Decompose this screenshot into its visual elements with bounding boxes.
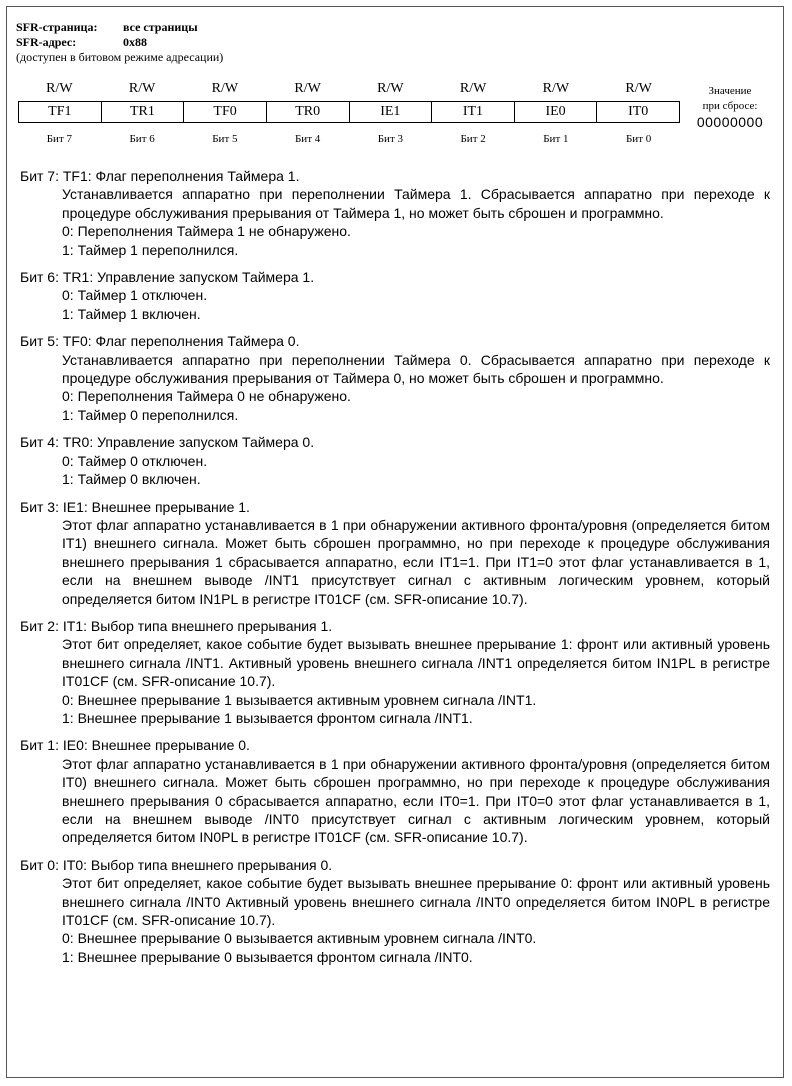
bit-2-section — [20, 617, 770, 727]
bit-title: Бит 1: IE0: Внешнее прерывание 0. — [20, 737, 250, 754]
bit-number-label: Бит 2 — [460, 133, 486, 145]
register-bit-name: TF1 — [19, 102, 102, 123]
reset-value: 00000000 — [696, 114, 764, 130]
sfr-addr-line — [16, 35, 147, 49]
bit-option: 0: Переполнения Таймера 1 не обнаружено. — [62, 223, 351, 240]
bit-description: Устанавливается аппаратно при переполнении Таймера 1. Сбрасывается аппаратно при переходе к процедуре обслуживания прерывания от Таймера 1, но может быть сброшен и программно. — [62, 186, 770, 221]
sfr-page-label: SFR-страница: — [16, 20, 98, 34]
bit-description: Этот бит определяет, какое событие будет вызывать внешнее прерывание 0: фронт или активный уровень внешнего сигнала /INT0 Активный уровень внешнего сигнала /INT0 определяется битом IN0PL в регистре IT01CF (см. SFR-описание 10.7). — [62, 875, 770, 929]
bit-number-row — [18, 133, 680, 145]
bit-title: Бит 0: IT0: Выбор типа внешнего прерывания 0. — [20, 856, 333, 873]
bit-number-label: Бит 3 — [377, 133, 403, 145]
bit-1-section — [20, 736, 770, 846]
bit-option: 1: Внешнее прерывание 1 вызывается фронтом сигнала /INT1. — [62, 709, 473, 726]
bit-7-section — [20, 167, 770, 259]
bit-description: Этот бит определяет, какое событие будет вызывать внешнее прерывание 1: фронт или активный уровень внешнего сигнала /INT1. Активный уровень внешнего сигнала /INT1 определяется битом IN1PL в регистре IT01CF (см. SFR-описание 10.7). — [62, 636, 770, 690]
bit-title: Бит 3: IE1: Внешнее прерывание 1. — [20, 498, 250, 515]
sfr-page-value: все страницы — [123, 20, 198, 34]
bit-number-label: Бит 1 — [543, 133, 569, 145]
register-bit-name: IE0 — [514, 102, 597, 123]
sfr-note: (доступен в битовом режиме адресации) — [16, 50, 224, 64]
access-label: R/W — [294, 81, 321, 96]
register-bit-name: IT1 — [432, 102, 515, 123]
access-label: R/W — [377, 81, 404, 96]
access-label: R/W — [128, 81, 156, 96]
register-table — [18, 101, 680, 123]
bit-descriptions — [20, 167, 770, 975]
sfr-addr-value: 0x88 — [123, 35, 147, 49]
bit-4-section — [20, 433, 770, 488]
bit-option: 0: Внешнее прерывание 0 вызывается активным уровнем сигнала /INT0. — [62, 930, 537, 947]
bit-option: 0: Внешнее прерывание 1 вызывается активным уровнем сигнала /INT1. — [62, 691, 537, 708]
bit-number-label: Бит 4 — [294, 133, 321, 145]
register-bit-name: TR0 — [266, 102, 349, 123]
bit-number-label: Бит 6 — [129, 133, 155, 145]
bit-option: 1: Таймер 1 включен. — [62, 305, 201, 322]
register-bit-name: TF0 — [184, 102, 267, 123]
bit-description: Этот флаг аппаратно устанавливается в 1 при обнаружении активного фронта/уровня (определяется битом IT0) внешнего сигнала. Может быть сброшен программно, но при переходе к процедуре обслуживания внешнего прерывания 0 сбрасывается аппаратно, если IT0=1. При IT0=0 этот флаг устанавливается в 1, если на внешнем выводе /INT0 присутствует сигнал с активным логическим уровнем, который определяется битом IN0PL в регистре IT01CF (см. SFR-описание 10.7). — [62, 755, 770, 846]
access-label: R/W — [459, 81, 487, 96]
bit-number-label: Бит 0 — [625, 133, 652, 145]
reset-label: Значение — [708, 85, 752, 97]
bit-option: 1: Таймер 1 переполнился. — [62, 241, 239, 258]
bit-title: Бит 4: TR0: Управление запуском Таймера 0. — [20, 434, 315, 451]
bit-option: 0: Таймер 0 отключен. — [62, 452, 208, 469]
bit-option: 1: Таймер 0 включен. — [62, 471, 201, 488]
sfr-page-line — [16, 20, 198, 34]
access-label: R/W — [211, 81, 239, 96]
bit-title: Бит 6: TR1: Управление запуском Таймера 1. — [20, 269, 315, 286]
bit-5-section — [20, 332, 770, 424]
bit-number-label: Бит 7 — [46, 133, 72, 145]
bit-6-section — [20, 268, 770, 323]
reset-label: при сбросе: — [702, 100, 758, 112]
bit-3-section — [20, 498, 770, 608]
bit-option: 1: Внешнее прерывание 0 вызывается фронтом сигнала /INT0. — [62, 948, 473, 965]
bit-description: Этот флаг аппаратно устанавливается в 1 при обнаружении активного фронта/уровня (определяется битом IT1) внешнего сигнала. Может быть сброшен программно, но при переходе к процедуре обслуживания внешнего прерывания 1 сбрасывается аппаратно, если IT1=1. При IT1=0 этот флаг устанавливается в 1, если на внешнем выводе /INT1 присутствует сигнал с активным логическим уровнем, который определяется битом IN1PL в регистре IT01CF (см. SFR-описание 10.7). — [62, 516, 770, 607]
bit-title: Бит 7: TF1: Флаг переполнения Таймера 1. — [20, 168, 300, 184]
reset-value-block — [690, 84, 770, 130]
bit-title: Бит 5: TF0: Флаг переполнения Таймера 0. — [20, 333, 300, 350]
register-bit-name: IE1 — [349, 102, 432, 123]
bit-description: Устанавливается аппаратно при переполнении Таймера 0. Сбрасывается аппаратно при переходе к процедуре обслуживания прерывания от Таймера 0, но может быть сброшен и программно. — [62, 351, 770, 387]
access-label: R/W — [46, 81, 73, 96]
bit-0-section — [20, 856, 770, 966]
access-row — [18, 81, 680, 97]
bit-number-label: Бит 5 — [212, 133, 238, 145]
access-label: R/W — [542, 81, 570, 96]
bit-option: 0: Переполнения Таймера 0 не обнаружено. — [62, 388, 351, 405]
register-bit-name: IT0 — [597, 102, 680, 123]
bit-option: 0: Таймер 1 отключен. — [62, 287, 208, 304]
bit-option: 1: Таймер 0 переполнился. — [62, 406, 239, 423]
bit-title: Бит 2: IT1: Выбор типа внешнего прерывания 1. — [20, 617, 333, 634]
register-bit-name: TR1 — [101, 102, 184, 123]
access-label: R/W — [625, 81, 652, 96]
sfr-addr-label: SFR-адрес: — [16, 35, 77, 49]
